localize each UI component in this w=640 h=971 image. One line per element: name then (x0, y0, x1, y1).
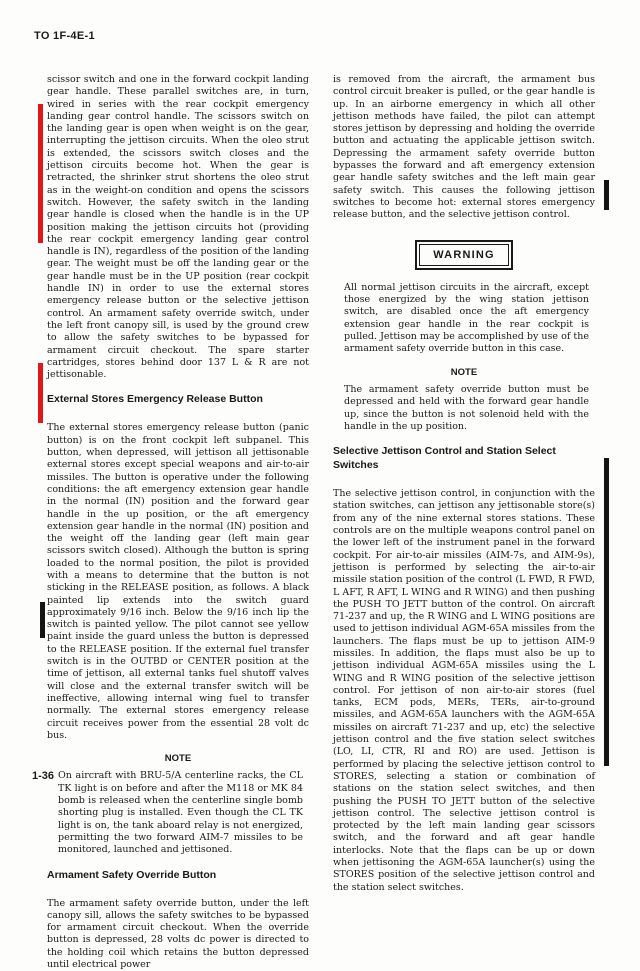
left-note-text: On aircraft with BRU-5/A centerline racks, the CL TK light is on before and after the M118 or MK 84 bomb is released when the centerline single bomb shorting plug is installed. Even though the CL TK light is on, the tank aboard relay is not energized, permitting the two forward AIM-7 missiles to be monitored, launched and jettisoned. (58, 770, 303, 856)
right-paragraph-1: is removed from the aircraft, the armament bus control circuit breaker is pulled, or the gear handle is up. In an airborne emergency in which all other jettison methods have failed, the pilot can attempt stores jettison by depressing and holding the override button and actuating the applicable jettison switch. Depressing the armament safety override button bypasses the forward and aft emergency extension gear handle safety switches and the left main gear safety switch. This causes the following jettison switches to become hot: external stores emergency release button, and the selective jettison control. (333, 74, 595, 221)
change-bar-left-lower (38, 363, 43, 423)
heading-external-stores-release: External Stores Emergency Release Button (47, 393, 263, 406)
change-bar-left-note (40, 602, 45, 638)
right-note-title: NOTE (450, 366, 478, 378)
left-column (47, 74, 309, 971)
change-bar-right-top (604, 180, 609, 210)
left-paragraph-2: The external stores emergency release button (panic button) is on the front cockpit left subpanel. This button, when depressed, will jettison all jettisonable external stores except special weapons and air-to-air missiles. The button is operative under the following conditions: the aft emergency extension gear handle in the normal (IN) position and the forward gear handle in the up position, or the aft emergency extension gear handle in the normal (IN) position and the weight off the landing gear (left main gear scissors switch closed). Although the button is spring loaded to the normal position, the pilot is provided with a means to determine that the button is not sticking in the RELEASE position, as follows. A black painted lip extends into the switch guard approximately 9/16 inch. Below the 9/16 inch lip the switch is painted yellow. The pilot cannot see yellow paint inside the guard unless the button is depressed to the RELEASE position. If the external fuel transfer switch is in the OUTBD or CENTER position at the time of jettison, all external tanks fuel shutoff valves will close and the external transfer switch will be ineffective, allowing internal wing fuel to transfer normally. The external stores emergency release circuit receives power from the essential 28 volt dc bus. (47, 422, 309, 741)
right-paragraph-2: The selective jettison control, in conjunction with the station switches, can jettison any jettisonable store(s) from any of the nine external stores stations. These controls are on the multiple weapons control panel on the lower left of the instrument panel in the forward cockpit. For air-to-air missiles (AIM-7s, and AIM-9s), jettison is performed by selecting the air-to-air missile station position of the control (L FWD, R FWD, L AFT, R AFT, L WING and R WING) and then pushing the PUSH TO JETT button of the control. On aircraft 71-237 and up, the R WING and L WING positions are used to jettison individual AGM-65A missiles from the launchers. The flaps must be up to jettison AIM-9 missiles. In addition, the flaps must also be up to jettison individual AGM-65A missiles using the L WING and R WING position of the selective jettison control. For jettison of non air-to-air stores (fuel tanks, ECM pods, MERs, TERs, air-to-ground missiles, and AGM-65A launchers with the AGM-65A missiles on aircraft 71-237 and up, etc) the selective jettison control and the five station select switches (LO, LI, CTR, RI and RO) are used. Jettison is performed by placing the selective jettison control to STORES, selecting a station or combination of stations on the station select switches, and then pushing the PUSH TO JETT button of the selective jettison control. The selective jettison control is protected by the left main landing gear scissors switch, and the forward and aft gear handle interlocks. Note that the flaps can be up or down when jettisoning the AGM-65A launcher(s) using the STORES position of the selective jettison control and the station select switches. (333, 488, 595, 893)
right-column (333, 74, 595, 894)
page-number: 1-36 (32, 770, 55, 782)
heading-selective-jettison: Selective Jettison Control and Station Select Switches (333, 445, 556, 472)
right-note-text: The armament safety override button must be depressed and held with the forward gear handle up, since the button is not solenoid held with the handle in the up position. (344, 383, 589, 432)
left-paragraph-3: The armament safety override button, under the left canopy sill, allows the safety switches to be bypassed for armament circuit checkout. When the override button is depressed, 28 volts dc power is directed to the holding coil which retains the button depressed until electrical power (47, 897, 309, 970)
warning-label: WARNING (419, 244, 509, 266)
heading-armament-safety-override: Armament Safety Override Button (47, 868, 217, 881)
left-paragraph-1: scissor switch and one in the forward cockpit landing gear handle. These parallel switches are, in turn, wired in series with the rear cockpit emergency landing gear control handle. The scissors switch on the landing gear is open when weight is on the gear, interrupting the jettison circuits. When the oleo strut is extended, the scissors switch closes and the jettison circuits become hot. When the gear is retracted, the shrinker strut shortens the oleo strut as in the weight-on condition and opens the scissors switch. However, the safety switch in the landing gear handle is closed when the handle is in the UP position making the jettison circuits hot (providing the rear cockpit emergency landing gear control handle is IN), regardless of the position of the landing gear. The weight must be off the landing gear or the gear handle must be in the UP position (rear cockpit handle IN) in order to use the external stores emergency release button or the selective jettison control. An armament safety override switch, under the left front canopy sill, is used by the ground crew to allow the safety switches to be bypassed for armament circuit checkout. The spare starter cartridges, stores behind door 137 L & R are not jettisonable. (47, 74, 309, 381)
manual-id-header: TO 1F-4E-1 (34, 30, 95, 42)
left-note-title: NOTE (164, 753, 192, 765)
change-bar-right-bottom (604, 458, 609, 766)
warning-box (415, 240, 513, 270)
change-bar-left-upper (38, 104, 43, 243)
warning-text: All normal jettison circuits in the aircraft, except those energized by the wing station jettison switch, are disabled once the aft emergency extension gear handle in the rear cockpit is pulled. Jettison may be accomplished by use of the armament safety override button in this case. (344, 281, 589, 355)
